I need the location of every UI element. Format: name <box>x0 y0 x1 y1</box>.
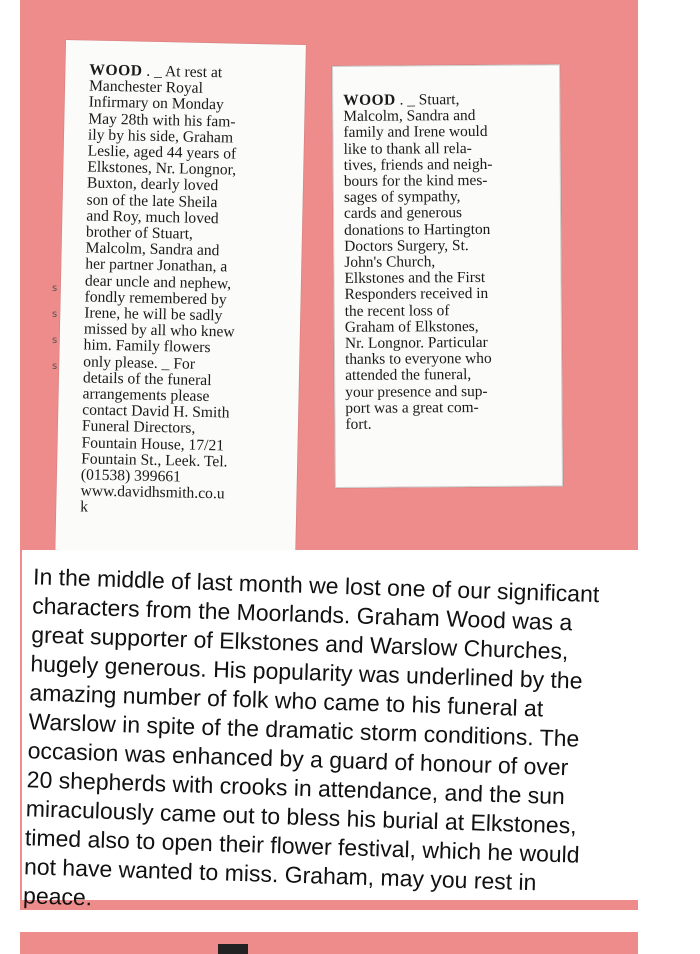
death-notice-text <box>56 40 306 521</box>
page-gap <box>0 910 700 932</box>
thanks-notice-heading: WOOD <box>343 91 396 109</box>
thanks-notice-clipping <box>332 64 563 488</box>
death-notice-body: . _ At rest at Manchester Royal Infirmary on Monday May 28th with his fam- ily by his side, Graham Leslie, aged 44 years of Elkstones, Nr. Longnor, Buxton, dearly loved son of the late Sheila and Roy, much loved brother of Stuart, Malcolm, Sandra and her partner Jonathan, a dear uncle and nephew, fondly remembered by Irene, he will be sadly missed by all who knew him. Family flowers only please. _ For details of the funeral arrangements please contact David H. Smith Funeral Directors, Fountain House, 17/21 Fountain St., Leek. Tel. (01538) 399661 www.davidhsmith.co.u k <box>80 62 237 517</box>
thanks-notice-body: . _ Stuart, Malcolm, Sandra and family and Irene would like to thank all rela- tives, friends and neigh- bours for the kind mes- sages of sympathy, cards and generous donations to Hartington Doctors Surgery, St. John's Church, Elkstones and the First Responders received in the recent loss of Graham of Elkstones, Nr. Longnor. Particular thanks to everyone who attended the funeral, your presence and sup- port was a great com- fort. <box>343 91 493 433</box>
thanks-notice-text <box>333 65 562 433</box>
cropped-heading-fragment <box>218 944 248 954</box>
death-notice-clipping <box>55 40 306 555</box>
margin-marks: s s s s <box>52 283 58 372</box>
tribute-text: In the middle of last month we lost one of our significant characters from the Moorlands. Graham Wood was a great supporter of Elkstones and Warslow Churches, hugely generous. His popularity was underlined by the amazing number of folk who came to his funeral at Warslow in spite of the dramatic storm conditions. The occasion was enhanced by a guard of honour of over 20 shepherds with crooks in attendance, and the sun miraculously came out to bless his burial at Elkstones, timed also to open their flower festival, which he would not have wanted to miss. Graham, may you rest in peace. <box>22 563 600 911</box>
tribute-note <box>22 550 682 911</box>
death-notice-heading: WOOD <box>89 61 143 80</box>
